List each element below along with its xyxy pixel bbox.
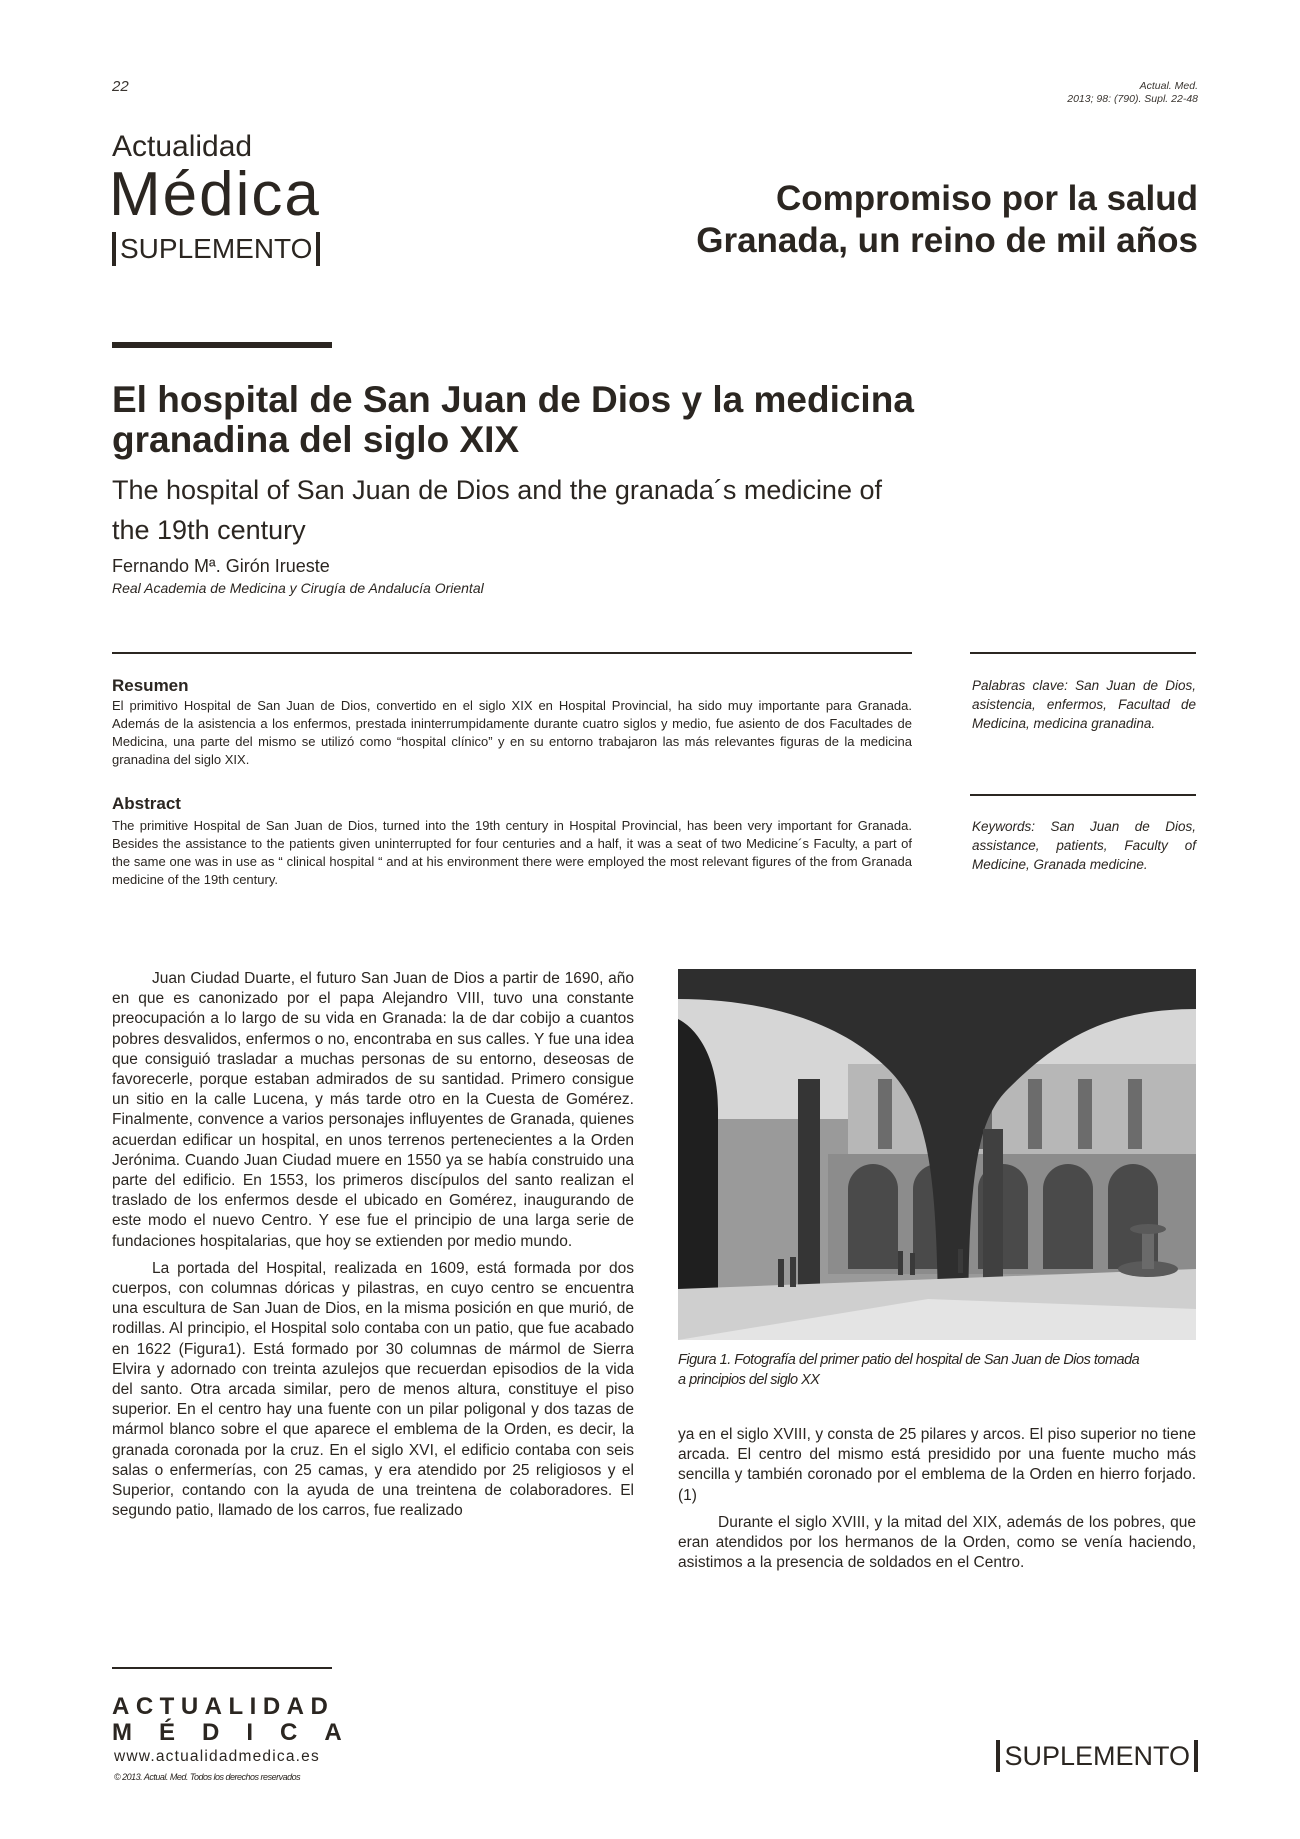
resumen-text: El primitivo Hospital de San Juan de Dios, convertido en el siglo XIX en Hospital Provincial, ha sido muy importante para Granada. Además de la asistencia a los enfermos, prestada ininterrumpidamente durante cuatro siglos y medio, fue asiento de dos Facultades de Medicina, una parte del mismo se utilizó como “hospital clínico” y en su entorno trabajaron las más relevantes figuras de la medicina granadina del siglo XIX. — [112, 698, 912, 767]
footer-copyright: © 2013. Actual. Med. Todos los derechos reservados — [114, 1772, 301, 1782]
logo-actualidad: Actualidad — [112, 130, 253, 163]
figure-1-caption — [678, 1350, 1200, 1390]
article-title-line-1: El hospital de San Juan de Dios y la medicina — [112, 379, 914, 420]
citation-line-1: Actual. Med. — [1139, 80, 1198, 92]
author-affiliation: Real Academia de Medicina y Cirugía de Andalucía Oriental — [112, 580, 484, 596]
footer-suplemento: SUPLEMENTO — [996, 1740, 1198, 1772]
resumen-heading: Resumen — [112, 676, 189, 695]
keywords-mid-rule — [970, 794, 1196, 796]
body-right-column — [678, 1425, 1196, 1580]
caption-line-1: Figura 1. Fotografía del primer patio del hospital de San Juan de Dios tomada — [678, 1352, 1140, 1368]
abstract-top-rule — [112, 652, 912, 654]
citation-line-2: 2013; 98: (790). Supl. 22-48 — [1067, 93, 1198, 105]
article-title — [112, 380, 932, 460]
title-divider — [112, 342, 332, 348]
logo-suplemento: SUPLEMENTO — [112, 232, 320, 266]
body-paragraph-3: ya en el siglo XVIII, y consta de 25 pilares y arcos. El piso superior no tiene arcada. El centro del mismo está presidido por una fuente mucho más sencilla y también coronado por el emblema de la Orden en hierro forjado. (1) — [678, 1426, 1196, 1504]
footer-logo-actualidad: ACTUALIDAD — [112, 1693, 335, 1720]
footer-website-link[interactable]: www.actualidadmedica.es — [114, 1748, 320, 1765]
section-heading — [696, 178, 1198, 262]
page-number: 22 — [112, 78, 129, 95]
abstract-heading: Abstract — [112, 794, 181, 813]
article-subtitle — [112, 470, 932, 550]
journal-citation — [1067, 80, 1198, 106]
body-left-column — [112, 969, 634, 1528]
journal-logo — [109, 130, 321, 266]
body-paragraph-4: Durante el siglo XVIII, y la mitad del XIX, además de los pobres, que eran atendidos por los hermanos de la Orden, como se venía haciendo, asistimos a la presencia de soldados en el Centro. — [678, 1513, 1196, 1572]
article-subtitle-line-2: the 19th century — [112, 515, 306, 545]
section-heading-line-2: Granada, un reino de mil años — [696, 221, 1198, 260]
article-subtitle-line-1: The hospital of San Juan de Dios and the granada´s medicine of — [112, 475, 882, 505]
figure-1-photo — [678, 969, 1196, 1340]
abstract-text: The primitive Hospital de San Juan de Dios, turned into the 19th century in Hospital Provincial, has been very important for Granada. Besides the assistance to the patients given uninterrupted for four centuries and a half, it was a seat of two Medicine´s Faculty, a part of the same one was in use as “ clinical hospital “ and at his environment there were employed the most relevant figures of the from Granada medicine of the 19th century. — [112, 818, 912, 887]
body-paragraph-2: La portada del Hospital, realizada en 1609, está formada por dos cuerpos, con columnas dóricas y pilastras, en cuyo centro se encuentra una escultura de San Juan de Dios, en la misma posición en que murió, de rodillas. Al principio, el Hospital solo contaba con un patio, que fue acabado en 1622 (Figura1). Está formado por 30 columnas de mármol de Sierra Elvira y adornado con treinta azulejos que recuerdan episodios de la vida del santo. Otra arcada similar, pero de menos altura, constituye el piso superior. En el centro hay una fuente con un pilar poligonal y dos tazas de mármol blanco sobre el que aparece el emblema de la Orden, es decir, la granada coronada por la cruz. En el siglo XVI, el edificio contaba con seis salas o enfermerías, con 25 camas, y era atendido por 25 religiosos y el Superior, contando con la ayuda de una treintena de colaboradores. El segundo patio, llamado de los carros, fue realizado — [112, 1259, 634, 1520]
article-title-line-2: granadina del siglo XIX — [112, 419, 520, 460]
logo-medica: Médica — [109, 160, 321, 229]
section-heading-line-1: Compromiso por la salud — [776, 179, 1198, 218]
keywords-top-rule — [970, 652, 1196, 654]
palabras-clave: Palabras clave: San Juan de Dios, asistencia, enfermos, Facultad de Medicina, medicina granadina. — [972, 678, 1196, 731]
footer-logo-medica: MÉDICA — [112, 1719, 369, 1746]
author-name: Fernando Mª. Girón Irueste — [112, 556, 330, 576]
footer-rule — [112, 1667, 332, 1669]
caption-line-2: a principios del siglo XX — [678, 1372, 820, 1388]
body-paragraph-1: Juan Ciudad Duarte, el futuro San Juan de Dios a partir de 1690, año en que es canonizado por el papa Alejandro VIII, tuvo una constante preocupación a lo largo de su vida en Granada: la de dar cobijo a cuantos pobres desvalidos, enfermos o no, encontraba en sus calles. Y fue una idea que consiguió trasladar a muchas personas de su entorno, deseosas de favorecerle, porque estaban admirados de su santidad. Primero consigue un sitio en la calle Lucena, y más tarde otro en la Cuesta de Gomérez. Finalmente, convence a varios personajes influyentes de Granada, quienes acuerdan edificar un hospital, en unos terrenos pertenecientes a la Orden Jerónima. Cuando Juan Ciudad muere en 1550 ya se había construido una parte del edificio. En 1553, los primeros discípulos del santo realizan el traslado de los enfermos desde el ubicado en Gomérez, inaugurando de este modo el nuevo Centro. Y ese fue el principio de una larga serie de fundaciones hospitalarias, que hoy se extienden por medio mundo. — [112, 970, 634, 1250]
courtyard-photo-image — [678, 969, 1196, 1340]
keywords-en: Keywords: San Juan de Dios, assistance, patients, Faculty of Medicine, Granada medicine. — [972, 819, 1196, 872]
